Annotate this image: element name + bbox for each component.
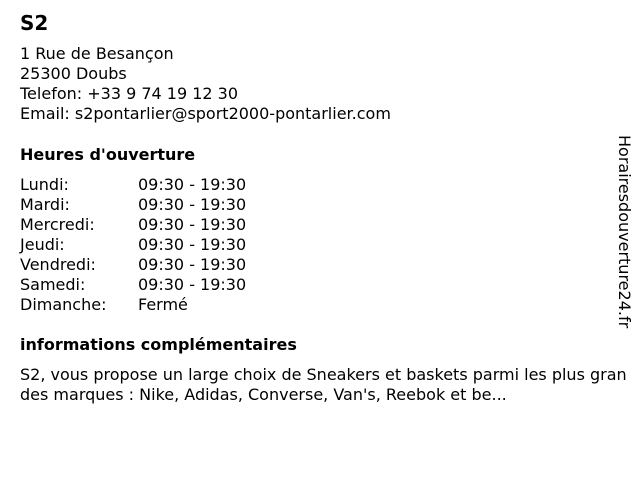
street-line: 1 Rue de Besançon (20, 44, 174, 63)
day-label: Dimanche: (20, 295, 107, 314)
day-label: Vendredi: (20, 255, 96, 274)
hours-heading: Heures d'ouverture (20, 145, 196, 164)
time-value: 09:30 - 19:30 (138, 255, 247, 274)
time-value: 09:30 - 19:30 (138, 215, 247, 234)
day-label: Samedi: (20, 275, 86, 294)
postcode-city-line: 25300 Doubs (20, 64, 127, 83)
site-watermark: Horairesdouverture24.fr (615, 135, 634, 329)
time-value: 09:30 - 19:30 (138, 275, 247, 294)
time-value: 09:30 - 19:30 (138, 175, 247, 194)
email-line: Email: s2pontarlier@sport2000-pontarlier.com (20, 104, 391, 123)
day-label: Mardi: (20, 195, 70, 214)
info-heading: informations complémentaires (20, 335, 297, 354)
time-value: 09:30 - 19:30 (138, 195, 247, 214)
day-label: Lundi: (20, 175, 69, 194)
time-value: 09:30 - 19:30 (138, 235, 247, 254)
day-label: Jeudi: (20, 235, 65, 254)
store-address (20, 44, 391, 124)
phone-line: Telefon: +33 9 74 19 12 30 (20, 84, 239, 103)
store-name: S2 (20, 11, 49, 35)
day-label: Mercredi: (20, 215, 95, 234)
store-description: S2, vous propose un large choix de Sneakers et baskets parmi les plus grandes marques : Nike, Adidas, Converse, Van's, Reebok et be... (20, 365, 627, 404)
time-value: Fermé (138, 295, 188, 314)
